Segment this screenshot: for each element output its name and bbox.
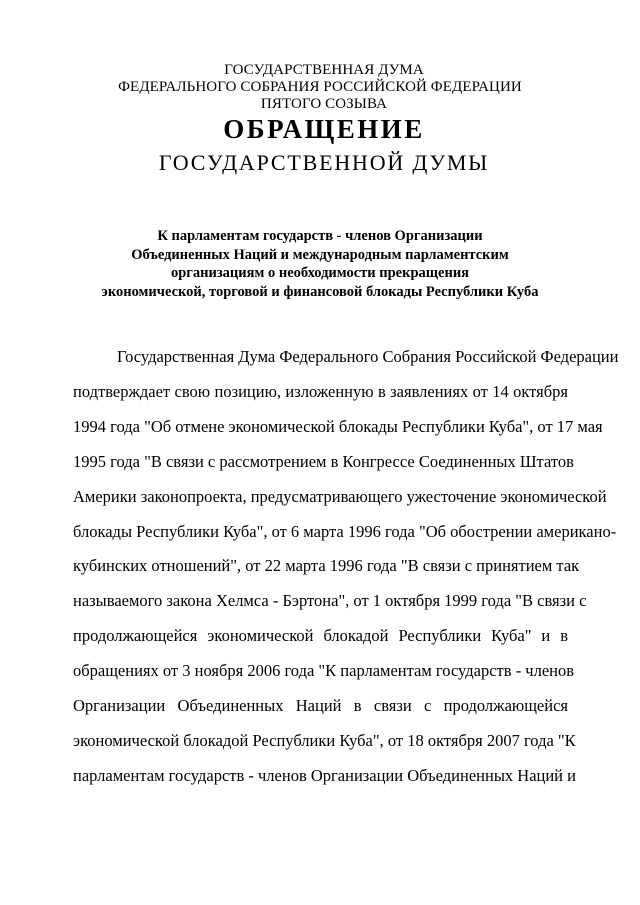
body-line: называемого закона Хелмса - Бэртона", от 1 октября 1999 года "В связи с bbox=[73, 591, 587, 611]
body-line: Организации Объединенных Наций в связи с продолжающейся bbox=[73, 696, 568, 716]
body-line: блокады Республики Куба", от 6 марта 1996 года "Об обострении американо- bbox=[73, 521, 617, 541]
body-line: обращениях от 3 ноября 2006 года "К парламентам государств - членов bbox=[73, 661, 575, 681]
issuer-header bbox=[0, 62, 640, 113]
header-line-federal-assembly: ФЕДЕРАЛЬНОГО СОБРАНИЯ РОССИЙСКОЙ ФЕДЕРАЦИИ bbox=[118, 79, 522, 95]
document-subtitle: ГОСУДАРСТВЕННОЙ ДУМЫ bbox=[158, 150, 490, 175]
addressee-line: К парламентам государств - членов Организации bbox=[157, 228, 483, 244]
body-line: Америки законопроекта, предусматривающего ужесточение экономической bbox=[73, 486, 607, 506]
body-line: 1994 года "Об отмене экономической блокады Республики Куба", от 17 мая bbox=[73, 416, 603, 436]
body-line: парламентам государств - членов Организации Объединенных Наций и bbox=[73, 765, 576, 785]
document-title: ОБРАЩЕНИЕ bbox=[223, 114, 425, 144]
body-line: Государственная Дума Федерального Собрания Российской Федерации bbox=[117, 347, 619, 366]
addressee-line: экономической, торговой и финансовой блокады Республики Куба bbox=[101, 283, 539, 300]
header-line-convocation: ПЯТОГО СОЗЫВА bbox=[260, 96, 388, 112]
body-line: подтверждает свою позицию, изложенную в заявлениях от 14 октября bbox=[73, 381, 568, 401]
body-line: кубинских отношений", от 22 марта 1996 года "В связи с принятием так bbox=[73, 556, 580, 576]
addressee-line: организациям о необходимости прекращения bbox=[170, 265, 470, 281]
addressee-block bbox=[0, 227, 640, 301]
body-line: продолжающейся экономической блокадой Республики Куба" и в bbox=[73, 626, 568, 646]
body-line: 1995 года "В связи с рассмотрением в Конгрессе Соединенных Штатов bbox=[73, 451, 574, 471]
header-line-duma: ГОСУДАРСТВЕННАЯ ДУМА bbox=[224, 62, 424, 78]
addressee-line: Объединенных Наций и международным парламентским bbox=[131, 246, 509, 263]
body-line: экономической блокадой Республики Куба", от 18 октября 2007 года "К bbox=[73, 730, 576, 750]
body-paragraph bbox=[73, 340, 619, 794]
